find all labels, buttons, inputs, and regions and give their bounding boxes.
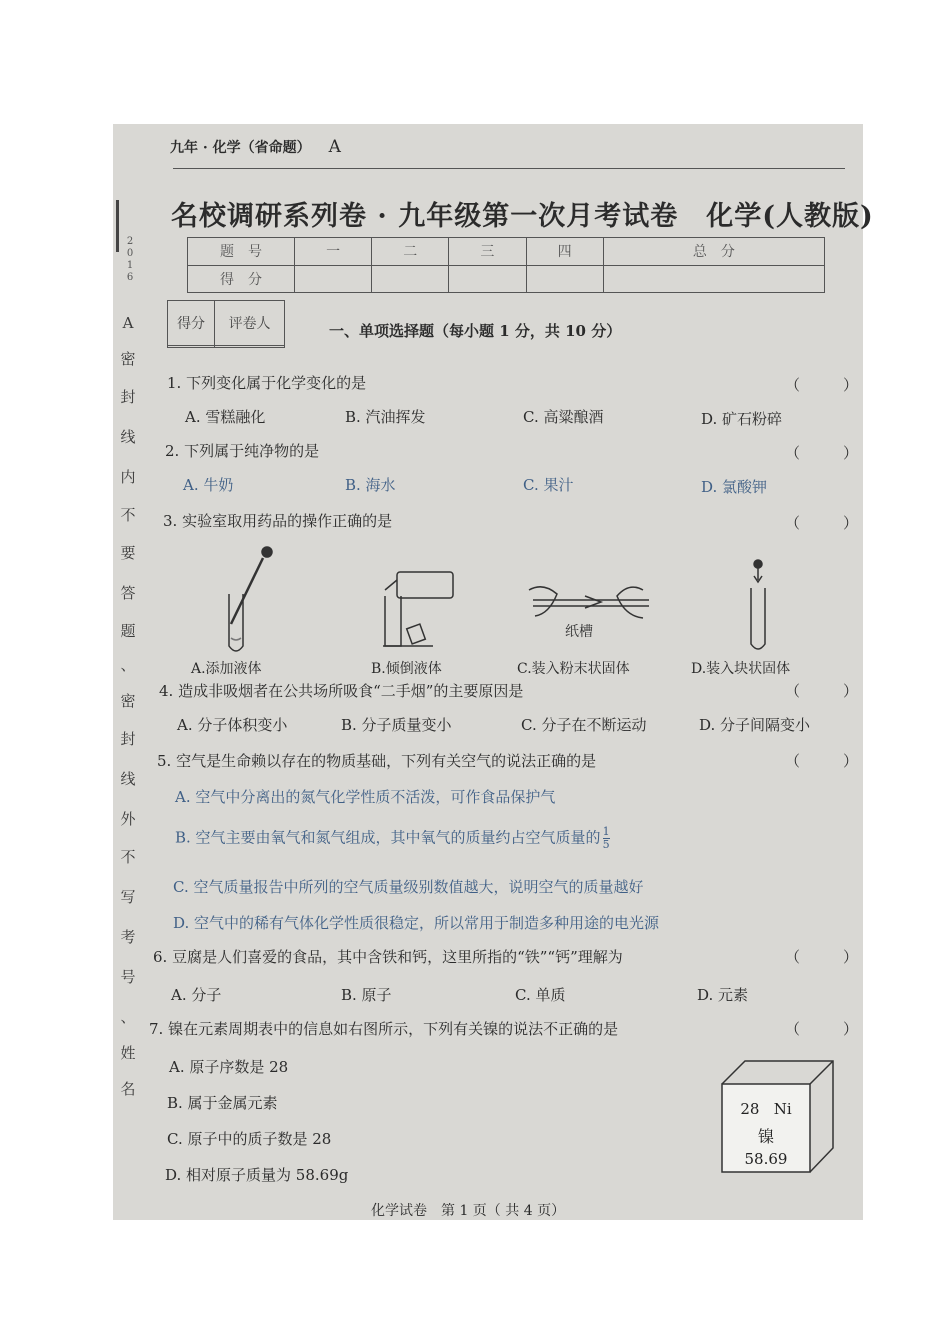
score-cell: 四 [526, 238, 603, 266]
question-stem: 2. 下列属于纯净物的是 [165, 442, 320, 460]
option-with-fraction [175, 826, 610, 851]
sidebar-char: 外 [120, 810, 136, 828]
score-cell: 三 [449, 238, 526, 266]
question-stem: 7. 镍在元素周期表中的信息如右图所示，下列有关镍的说法不正确的是 [149, 1020, 619, 1038]
grader-box [167, 300, 285, 348]
option: B. 分子质量变小 [341, 716, 452, 734]
grader-name-label: 评卷人 [215, 301, 285, 346]
figure-caption: B.倾倒液体 [371, 661, 442, 677]
year-digit: 6 [126, 272, 134, 283]
series-label: 九年 · 化学（省命题） [170, 140, 311, 156]
page-footer: 化学试卷 第 1 页（ 共 4 页） [371, 1203, 566, 1219]
option: A. 原子序数是 28 [169, 1058, 289, 1076]
grader-score-cell[interactable] [168, 345, 215, 347]
score-input-cell[interactable] [603, 265, 824, 293]
sidebar-char: 不 [120, 506, 136, 524]
figure-label: 纸槽 [565, 624, 593, 640]
score-input-cell[interactable] [526, 265, 603, 293]
figure-caption: D.装入块状固体 [691, 661, 791, 677]
sidebar-char: 线 [120, 770, 136, 788]
answer-blank[interactable]: （ ） [785, 514, 873, 532]
sidebar-char: 写 [120, 888, 136, 906]
score-cell: 总 分 [603, 238, 824, 266]
sidebar-char: 要 [120, 544, 136, 562]
fraction-numerator: 1 [602, 825, 610, 838]
figure-caption: C.装入粉末状固体 [517, 661, 630, 677]
score-input-cell[interactable] [449, 265, 526, 293]
answer-blank[interactable]: （ ） [785, 752, 873, 770]
fraction [603, 826, 610, 851]
score-input-cell[interactable] [295, 265, 372, 293]
score-table-header-row [188, 238, 825, 266]
atomic-number: 28 [740, 1100, 760, 1118]
sidebar-char: 、 [120, 656, 136, 674]
option: A. 分子体积变小 [177, 716, 288, 734]
paper-trough-figure [529, 587, 649, 618]
sidebar-char: 封 [120, 730, 136, 748]
year-digit: 2 [126, 236, 134, 247]
sidebar-char: 线 [120, 428, 136, 446]
option: D. 元素 [697, 986, 749, 1004]
page-title: 名校调研系列卷 · 九年级第一次月考试卷 化学(人教版) [171, 201, 874, 232]
sidebar-char: 答 [120, 584, 136, 602]
option: C. 单质 [515, 986, 566, 1004]
option: B. 属于金属元素 [167, 1094, 278, 1112]
atomic-mass: 58.69 [744, 1150, 788, 1168]
sidebar-char: 题 [120, 622, 136, 640]
sidebar-char: 封 [120, 388, 136, 406]
option: D. 相对原子质量为 58.69g [165, 1166, 349, 1184]
sidebar-year [125, 236, 135, 284]
sidebar-char: 姓 [120, 1044, 136, 1062]
sidebar-char: 名 [120, 1080, 136, 1098]
option: C. 高粱酿酒 [523, 408, 604, 426]
exam-sheet [113, 124, 874, 1220]
year-digit: 0 [126, 248, 134, 259]
dropper-test-tube-figure [229, 547, 272, 651]
answer-blank[interactable]: （ ） [785, 1020, 873, 1038]
score-table [187, 237, 825, 293]
option: D. 矿石粉碎 [701, 410, 783, 428]
sidebar-char: 密 [120, 350, 136, 368]
answer-blank[interactable]: （ ） [785, 948, 873, 966]
option: B. 海水 [345, 476, 396, 494]
section-title: 一、单项选择题（每小题 1 分，共 10 分） [329, 322, 622, 340]
score-table-score-row [188, 265, 825, 293]
sidebar-char: 密 [120, 692, 136, 710]
figure-caption: A.添加液体 [191, 661, 262, 677]
fraction-denominator: 5 [602, 838, 610, 851]
question-stem: 1. 下列变化属于化学变化的是 [167, 374, 367, 392]
block-solid-test-tube-figure [751, 560, 765, 649]
element-symbol: Ni [773, 1100, 792, 1118]
paper-code: A [328, 137, 341, 157]
question-stem: 4. 造成非吸烟者在公共场所吸食“二手烟”的主要原因是 [159, 682, 524, 700]
answer-blank[interactable]: （ ） [785, 682, 873, 700]
option: B. 原子 [341, 986, 392, 1004]
question-stem: 3. 实验室取用药品的操作正确的是 [163, 512, 393, 530]
question-stem: 5. 空气是生命赖以存在的物质基础，下列有关空气的说法正确的是 [157, 752, 597, 770]
year-digit: 1 [126, 260, 134, 271]
option: A. 分子 [171, 986, 222, 1004]
sidebar-char: 不 [120, 848, 136, 866]
sidebar-char: 考 [120, 928, 136, 946]
option: A. 空气中分离出的氮气化学性质不活泼，可作食品保护气 [175, 788, 556, 806]
question-stem: 6. 豆腐是人们喜爱的食品，其中含铁和钙，这里所指的“铁”“钙”理解为 [153, 948, 623, 966]
score-cell: 题 号 [188, 238, 295, 266]
option: A. 牛奶 [183, 476, 234, 494]
grader-name-cell[interactable] [215, 345, 285, 347]
option: B. 汽油挥发 [345, 408, 426, 426]
score-input-cell[interactable] [372, 265, 449, 293]
option: B. 空气主要由氧气和氮气组成，其中氧气的质量约占空气质量的 [175, 828, 601, 847]
score-cell: 二 [372, 238, 449, 266]
option: D. 分子间隔变小 [699, 716, 811, 734]
answer-blank[interactable]: （ ） [785, 376, 873, 394]
option: C. 空气质量报告中所列的空气质量级别数值越大，说明空气的质量越好 [173, 878, 644, 896]
option: C. 原子中的质子数是 28 [167, 1130, 332, 1148]
sidebar-char: 内 [120, 468, 136, 486]
option: A. 雪糕融化 [185, 408, 266, 426]
header-rule [173, 168, 845, 169]
sidebar-char: 号 [120, 968, 136, 986]
sidebar-char: A [122, 314, 134, 332]
score-cell: 一 [295, 238, 372, 266]
pouring-liquid-figure [383, 572, 453, 646]
sidebar-char: 、 [120, 1008, 136, 1026]
element-number-symbol [725, 1100, 807, 1118]
option: D. 氯酸钾 [701, 478, 768, 496]
option: C. 分子在不断运动 [521, 716, 647, 734]
series-header [170, 137, 341, 157]
binding-bar [116, 200, 119, 252]
grader-score-label: 得分 [168, 301, 215, 346]
option: D. 空气中的稀有气体化学性质很稳定，所以常用于制造多种用途的电光源 [173, 914, 660, 932]
element-name: 镍 [757, 1127, 774, 1146]
answer-blank[interactable]: （ ） [785, 444, 873, 462]
option: C. 果汁 [523, 476, 574, 494]
score-cell: 得 分 [188, 265, 295, 293]
